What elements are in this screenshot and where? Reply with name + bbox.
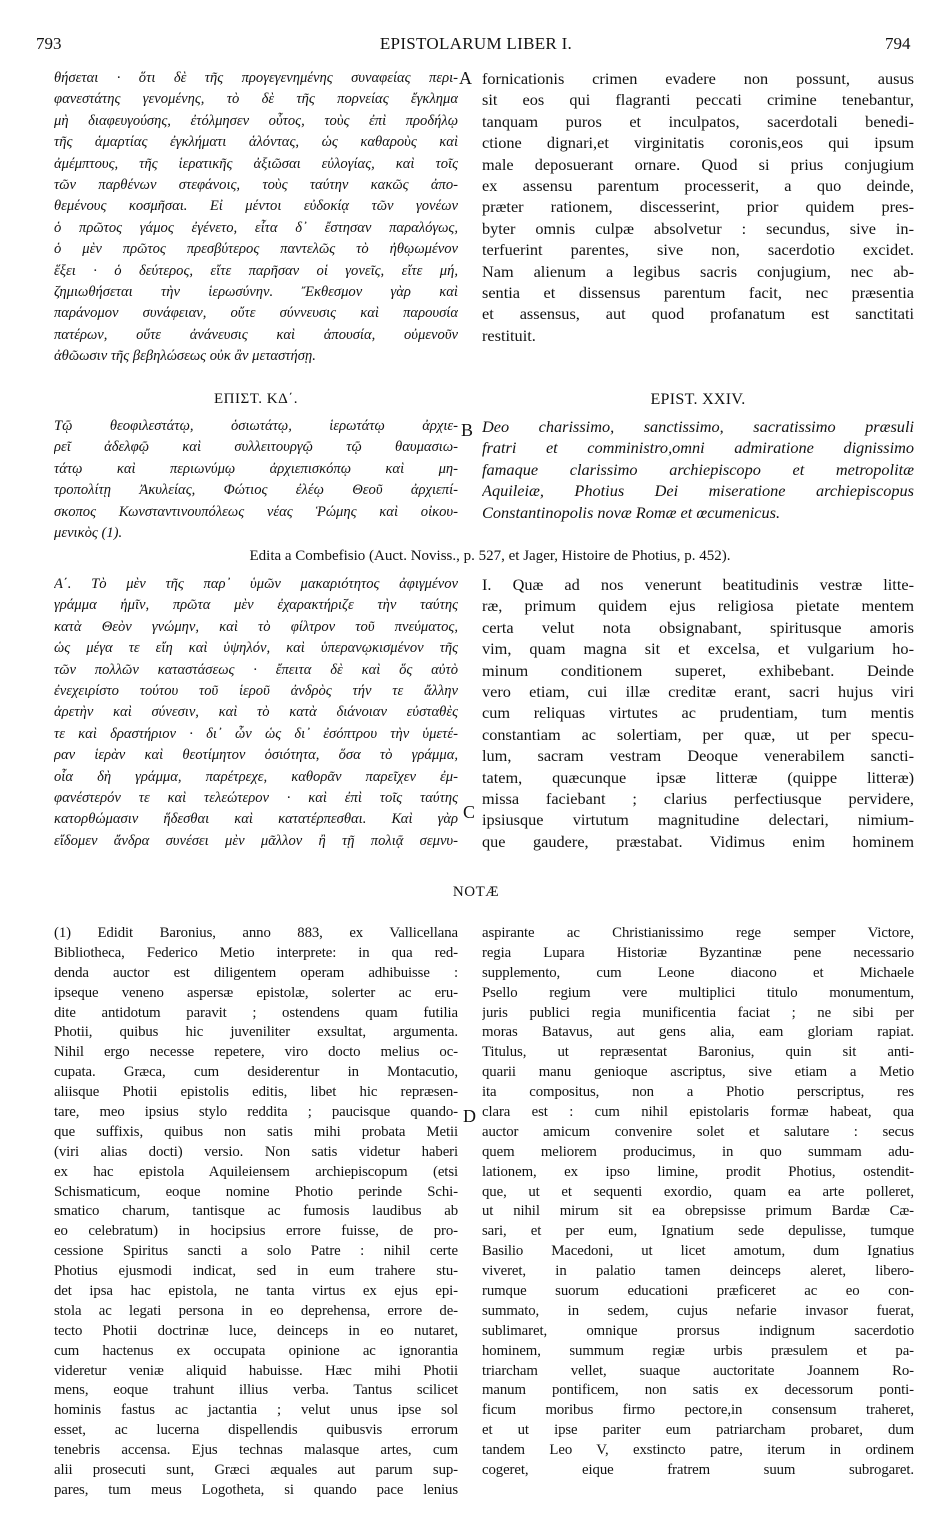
- greek-line: κατορθώμασιν ἥδεσθαι καὶ κατατέρπεσθαι. Καὶ γὰρ: [54, 811, 458, 828]
- right-page-number: 794: [885, 34, 911, 53]
- note-line: Nihil ergo necesse repetere, viro docto melius oc-: [54, 1044, 458, 1061]
- note-line: que, ut et sequenti exordio, quam ea arte polleret,: [482, 1183, 914, 1200]
- note-line: tare, meo ipsius stylo reddita ; paucisque quando-: [54, 1104, 458, 1121]
- greek-line: θήσεται · ὅτι δὲ τῆς προγεγενημένης συναφείας περι-: [54, 70, 458, 86]
- note-line: tecto Photii doctrinæ luce, deinceps in eo nutaret,: [54, 1322, 458, 1339]
- epistle-heading-latin: EPIST. XXIV.: [650, 391, 746, 408]
- latin-line: tatem, quæcunque ipsæ litteræ (quippe litteræ): [482, 767, 914, 787]
- address-greek-block: [54, 416, 458, 544]
- latin-line: fornicationis crimen evadere non possunt, ausus: [482, 69, 914, 88]
- note-line: det ipsa hac epistola, ne tanta virtus ex ejus epi-: [54, 1283, 458, 1300]
- greek-line: παράνομον συνάφειαν, οὔτε σύννευσις καὶ παρουσία: [54, 305, 458, 322]
- note-line: Bibliotheca, Federico Metio interprete: in qua red-: [54, 944, 458, 961]
- note-line: regia Lupara Historiæ Byzantinæ pene necessario: [482, 944, 914, 961]
- note-line: cum hactenus ex occupata opinione ac ignorantia: [54, 1342, 458, 1359]
- note-line: mens, eoque trahunt illius verba. Tantus scilicet: [54, 1382, 458, 1399]
- latin-line: minum conditionem superet, exhibebant. Deinde: [482, 660, 914, 680]
- greek-line: ὁ μὲν πρῶτος πρεσβύτερος παντελῶς τὸ ἠθῳωμένον: [54, 241, 458, 258]
- note-line: et ut ipse pariter eum patriarcham probaret, dum: [482, 1422, 914, 1439]
- note-line: summato, in sedem, cujus nefarie invasor fuerat,: [482, 1302, 914, 1319]
- body-latin-column: [482, 574, 914, 852]
- latin-line: terfuerint parentes, sive non, sacerdotio excidet.: [482, 240, 914, 260]
- note-line: cogeret, eique fratrem suum subrogaret.: [482, 1462, 914, 1479]
- latin-line: Deo charissimo, sanctissimo, sacratissimo præsuli: [482, 417, 914, 436]
- note-line: alii prosecuti sunt, Græci æquales aut parum sup-: [54, 1462, 458, 1479]
- greek-line: ἕξει · ὁ δεύτερος, εἴτε παρῆσαν οἱ γονεῖς, εἴτε μή,: [54, 262, 458, 279]
- note-line: moras Batavus, aut gens alia, eam gloriam rapiat.: [482, 1024, 914, 1041]
- latin-line: I. Quæ ad nos venerunt beatitudinis vestræ litte-: [482, 575, 914, 594]
- note-line: supplemento, cum Leone diacono et Michaele: [482, 964, 914, 981]
- note-line: ut nihil mirum sit ea obrepsisse primum Bardæ Cæ-: [482, 1203, 914, 1220]
- note-line: auctor amicum convenire solet et salutare : secus: [482, 1123, 914, 1140]
- greek-line: φανεστάτης γενομένης, τὸ δὲ τῆς πορνείας ἔγκλημα: [54, 91, 458, 108]
- greek-line: ἀθῶωσιν τῆς βεβηλώσεως οὐκ ἂν μεταστήσῃ.: [54, 348, 316, 365]
- latin-line: byter omnis culpæ absolvetur : secundus, sive in-: [482, 218, 914, 238]
- note-line: aliisque Photii epistolis editis, libet hic repræsen-: [54, 1084, 458, 1101]
- body-greek-column: [54, 574, 458, 852]
- greek-line: τῆς ἁμαρτίας ἐγκλήματι ἁλόντας, ὡς καθαροὺς καὶ: [54, 134, 458, 151]
- notes-heading: NOTÆ: [452, 884, 500, 900]
- note-line: clara est : cum nihil epistolaris formæ habeat, qua: [482, 1104, 914, 1121]
- note-line: rumque suorum educationi præficeret ac eo con-: [482, 1283, 914, 1300]
- margin-letter-b: B: [461, 420, 474, 440]
- note-line: ipseque veneno aspersæ epistolæ, solerter ac eru-: [54, 984, 458, 1001]
- greek-line: Α΄. Τὸ μὲν τῆς παρ᾽ ὑμῶν μακαριότητος ἀφιγμένον: [54, 576, 458, 592]
- note-line: triarcham vellet, suaque auctoritate Joannem Ro-: [482, 1362, 914, 1379]
- latin-line: constantiam ac solertiam, per quæ, ut per specu-: [482, 724, 914, 744]
- note-line: hominis fastus ac jactantia ; velut unus ipse sol: [54, 1402, 458, 1419]
- note-line: Photius ejusmodi indicat, sed in eum trahere stu-: [54, 1263, 458, 1280]
- greek-line: τῶν παρθένων στεφάνοις, τοὺς ταύτην κακῶς ἀπο-: [54, 176, 458, 193]
- latin-line: Constantinopolis novæ Romæ et œcumenicus.: [482, 502, 781, 522]
- latin-line: Aquileiæ, Photius Dei miseratione archiepiscopus: [482, 481, 914, 501]
- greek-line: τῶν πολλῶν καταστάσεως · ἔπειτα δὲ καὶ ὅς αὐτὸ: [54, 661, 458, 678]
- note-line: Basilio Macedoni, ut licet amotum, dum Ignatius: [482, 1243, 914, 1260]
- note-line: que suffixis, quibus non satis mihi probata Metii: [54, 1123, 458, 1140]
- note-line: (1) Edidit Baronius, anno 883, ex Vallicellana: [54, 925, 458, 941]
- running-title: EPISTOLARUM LIBER I.: [379, 34, 573, 53]
- margin-letter-a: A: [459, 68, 472, 88]
- note-line: videretur veniæ aliquid habuisse. Hæc mihi Photii: [54, 1362, 458, 1379]
- note-line: pares, tum meus Logotheta, si quando pace lenius: [54, 1481, 458, 1498]
- latin-line: lum, sacram vestram Deoque venerabilem sancti-: [482, 746, 914, 766]
- greek-line: ἀρετὴν καὶ σύνεσιν, καὶ τὸ κατὰ διάνοιαν εὐσταθὲς: [54, 704, 458, 721]
- latin-line: male deposuerant ornare. Quod si prius conjugium: [482, 154, 914, 174]
- note-line: (viri alias docti) versio. Non satis videtur haberi: [54, 1143, 458, 1160]
- epistle-heading-greek: ΕΠΙΣΤ. ΚΔ΄.: [214, 391, 298, 407]
- greek-line: οἷα δὴ γράμμα, παρέτρεχε, καθορᾶν παρεῖχεν ἐμ-: [54, 768, 458, 785]
- greek-line: ἀμέμπτους, τῆς ἱερατικῆς ἀξιῶσαι εὐλογίας, καὶ τοῖς: [54, 155, 458, 172]
- latin-line: cum reliquas virtutes ac prudentiam, tum mentis: [482, 703, 914, 723]
- note-line: sublimaret, omnique prorsus indignum sacerdotio: [482, 1322, 914, 1339]
- note-line: Psello regium vere multiplici titulo monumentum,: [482, 984, 914, 1001]
- latin-line: præter rationem, discesserint, prior quidem pres-: [482, 197, 914, 217]
- note-line: ita compositus, non a Photio perscriptus, res: [482, 1084, 914, 1101]
- latin-line: ræ, primum quidem ejus religiosa pietate mentem: [482, 596, 914, 616]
- latin-line: Nam alienum a legibus sacris conjugium, nec ab-: [482, 261, 914, 281]
- greek-line: ὁ πρῶτος γάμος ἐγένετο, εἶτα δ᾽ ἔστησαν παραλόγως,: [54, 219, 458, 236]
- left-page-number: 793: [36, 34, 62, 53]
- latin-line: famaque clarissimo archiepiscopo et metropolitæ: [482, 459, 914, 479]
- note-line: juris publici regia munificentia faciat ; ne sibi per: [482, 1004, 914, 1021]
- margin-letter-d: D: [463, 1106, 476, 1126]
- note-line: sari, et per eum, Ignatium sede depulisse, tumque: [482, 1223, 914, 1240]
- note-line: hominem, summum regiæ urbis præsulem et pa-: [482, 1342, 914, 1359]
- greek-line: ζημιωθήσεται τὴν ἱερωσύνην. Ἔκθεσμον γὰρ καὶ: [54, 283, 458, 300]
- greek-line: θεμένους κοσμῆσαι. Εἰ μέντοι εὐδοκίᾳ τῶν γονέων: [54, 198, 458, 215]
- note-line: viveret, in palatio tamen deinceps aleret, libero-: [482, 1263, 914, 1280]
- note-line: eo celebratum) in hocipsius errore fuisse, de pro-: [54, 1223, 458, 1240]
- greek-line: πατέρων, οὔτε ἀνάνευσις καὶ ἀπουσία, οὐμενοῦν: [54, 326, 458, 343]
- edition-note: Edita a Combefisio (Auct. Noviss., p. 527, et Jager, Histoire de Photius, p. 452).: [249, 548, 731, 564]
- greek-line: τε καὶ δραστήριον · δι᾽ ὧν ὡς δι᾽ ἐσόπτρου τὴν ὑμετέ-: [54, 725, 458, 742]
- greek-line: μενικὸς (1).: [54, 524, 123, 541]
- note-line: manum pontificem, non satis ex decessorum ponti-: [482, 1382, 914, 1399]
- latin-line: tanquam puros et inculpatos, sacerdotali benedi-: [482, 111, 914, 131]
- note-line: lationem, ex ipso limine, prodit Photius, ostendit-: [482, 1163, 914, 1180]
- latin-line: et assensus, aut quod profanatum est sanctitati: [482, 304, 914, 324]
- note-line: ex hac epistola Aquileiensem archiepiscopum (etsi: [54, 1163, 458, 1180]
- latin-line: fratri et comministro,omni admiratione dignissimo: [482, 438, 914, 458]
- greek-line: γράμμα ἡμῖν, πρῶτα μὲν ἐχαρακτήριζε τὴν ταύτης: [54, 597, 458, 614]
- greek-line: Τῷ θεοφιλεστάτῳ, ὁσιωτάτῳ, ἱερωτάτῳ ἀρχιε-: [54, 418, 458, 434]
- note-line: quarii manu genioque ascriptus, sive etiam a Metio: [482, 1064, 914, 1081]
- note-line: esset, ac lucerna dispellendis quibusvis errorum: [54, 1422, 458, 1439]
- note-line: dite antidotum paravit ; ostendens quam futilia: [54, 1004, 458, 1021]
- notes-right-column: [482, 924, 914, 1481]
- greek-line: μὴ διαφευγούσης, ἐτόλμησεν οὗτος, τοὺς ἐπὶ προδήλῳ: [54, 112, 458, 129]
- note-line: ficum moribus firmo pectore,in consensum traheret,: [482, 1402, 914, 1419]
- latin-line: sentia et dissensus parentum facit, nec præsentia: [482, 282, 914, 302]
- note-line: Titulus, ut repræsentat Baronius, quin sit anti-: [482, 1044, 914, 1061]
- latin-line: sit eos qui flagranti peccati crimine tenebantur,: [482, 90, 914, 110]
- latin-line: ctione dignari,et virginitatis coronis,eos qui ipsum: [482, 133, 914, 153]
- greek-line: τάτῳ καὶ περιωνύμῳ ἀρχιεπισκόπῳ καὶ μη-: [54, 460, 458, 477]
- address-latin-block: [482, 416, 914, 523]
- margin-letter-c: C: [463, 802, 476, 822]
- top-latin-column: [482, 68, 914, 346]
- latin-line: ipsiusque virtutum magnitudine delectari, nimium-: [482, 810, 914, 830]
- greek-line: ραν ἱερὰν καὶ θεοτίμητον ὁσιότητα, ὅσα τὸ γράμμα,: [54, 747, 458, 764]
- greek-line: ρεῖ ἀδελφῷ καὶ συλλειτουργῷ τῷ θαυμασιω-: [54, 439, 458, 456]
- note-line: denda auctor est diligentem operam adhibuisse :: [54, 964, 458, 981]
- greek-line: εἴδομεν ἄνδρα συνέσει μὲν μᾶλλον ἢ τῇ πολιᾷ σεμνυ-: [54, 832, 458, 849]
- note-line: cupata. Græca, cum desiderentur in Montacutio,: [54, 1064, 458, 1081]
- greek-line: κατὰ Θεὸν γνώμην, καὶ τὸ φίλτρον τοῦ πνεύματος,: [54, 618, 458, 635]
- latin-line: restituit.: [482, 325, 536, 345]
- greek-line: τροπολίτῃ Ἀκυλείας, Φώτιος ἐλέῳ Θεοῦ ἀρχιεπί-: [54, 482, 458, 499]
- note-line: quem meliorem producimus, in quo summam adu-: [482, 1143, 914, 1160]
- greek-line: σκοπος Κωνσταντινουπόλεως νέας Ῥώμης καὶ οἰκου-: [54, 503, 458, 520]
- latin-line: missa faciebant ; clarius perfectiusque pervidere,: [482, 788, 914, 808]
- note-line: Photii, quibus hic juveniliter exsultat, argumenta.: [54, 1024, 458, 1041]
- greek-line: ἐνεχειρίστο τούτου τοῦ ἱεροῦ ἀνδρὸς τήν τε ἄλλην: [54, 682, 458, 699]
- greek-line: ὡς μέγα τε εἴη καὶ ὑψηλόν, καὶ ὑπερανῳκισμένον τῆς: [54, 640, 458, 657]
- latin-line: certa velut nota obsignabant, spiritusque amoris: [482, 617, 914, 637]
- note-line: smatico charum, tantisque ac fumosis laudibus ab: [54, 1203, 458, 1220]
- latin-line: vim, quam magna sit et excelsa, et vulgarium ho-: [482, 639, 914, 659]
- note-line: tandem Leo V, exstincto patre, iterum in ordinem: [482, 1442, 914, 1459]
- note-line: cessione Spiritus sancti a solo Patre : nihil certe: [54, 1243, 458, 1260]
- notes-left-column: [54, 924, 458, 1501]
- latin-line: que gaudere, præstabat. Vidimus enim hominem: [482, 831, 914, 851]
- greek-line: φανέστερόν τε καὶ τελεώτερον · καὶ ἐπὶ τοῖς ταύτης: [54, 789, 458, 806]
- note-line: tenebris accensa. Ejus technas malasque artes, cum: [54, 1442, 458, 1459]
- latin-line: ex assensu parentum processerit, a quo deinde,: [482, 175, 914, 195]
- note-line: Schismaticum, eoque nomine Photio perinde Schi-: [54, 1183, 458, 1200]
- note-line: aspirante ac Christianissimo rege semper Victore,: [482, 925, 914, 941]
- note-line: stola ac legati persona in eo deprehensa, errore de-: [54, 1302, 458, 1319]
- latin-line: vero etiam, cui illæ creditæ erant, sacri hujus viri: [482, 681, 914, 701]
- top-greek-column: [54, 68, 458, 367]
